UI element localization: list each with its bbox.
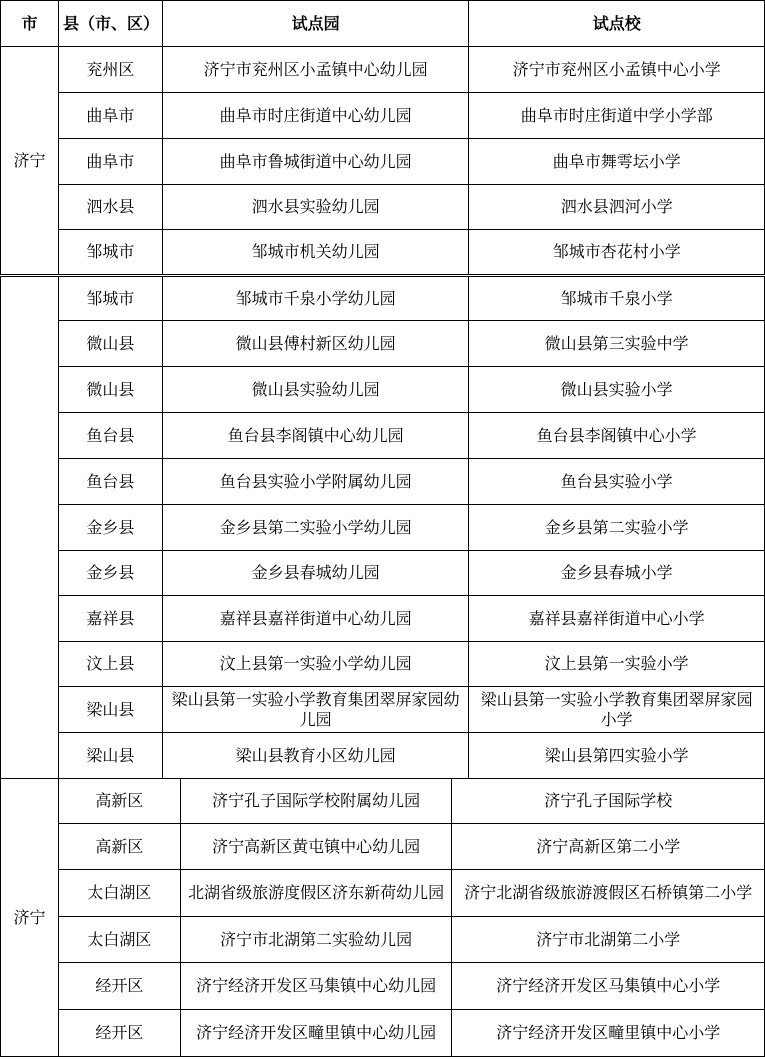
school-cell: 泗水县泗河小学: [469, 185, 765, 230]
table-row: [1, 413, 765, 459]
county-cell: 太白湖区: [58, 870, 180, 917]
kindergarten-cell: 梁山县第一实验小学教育集团翠屏家园幼儿园: [162, 687, 469, 733]
table-row: [1, 870, 765, 917]
header-row: [1, 1, 765, 47]
header-county: 县（市、区）: [58, 1, 162, 47]
county-cell: 鱼台县: [58, 459, 162, 505]
school-cell: 曲阜市舞雩坛小学: [469, 139, 765, 185]
city-cell: 济宁: [1, 779, 59, 1057]
table-row: [1, 47, 765, 93]
school-cell: 济宁北湖省级旅游渡假区石桥镇第二小学: [452, 870, 765, 917]
county-cell: 嘉祥县: [58, 596, 162, 642]
table-row: [1, 321, 765, 367]
table-row: [1, 459, 765, 505]
header-school: 试点校: [469, 1, 765, 47]
kindergarten-cell: 济宁市兖州区小孟镇中心幼儿园: [162, 47, 469, 93]
school-cell: 邹城市千泉小学: [469, 277, 765, 321]
school-cell: 梁山县第一实验小学教育集团翠屏家园小学: [469, 687, 765, 733]
kindergarten-cell: 鱼台县实验小学附属幼儿园: [162, 459, 469, 505]
city-cell: 济宁: [1, 47, 59, 275]
kindergarten-cell: 邹城市千泉小学幼儿园: [162, 277, 469, 321]
school-cell: 微山县第三实验中学: [469, 321, 765, 367]
kindergarten-cell: 汶上县第一实验小学幼儿园: [162, 642, 469, 687]
county-cell: 经开区: [58, 963, 180, 1010]
school-cell: 济宁市北湖第二小学: [452, 917, 765, 963]
county-cell: 梁山县: [58, 687, 162, 733]
table-block-3: [0, 778, 765, 1057]
table-row: [1, 277, 765, 321]
kindergarten-cell: 济宁经济开发区马集镇中心幼儿园: [180, 963, 452, 1010]
table-block-1: [0, 0, 765, 275]
county-cell: 汶上县: [58, 642, 162, 687]
table-row: [1, 824, 765, 870]
school-cell: 鱼台县实验小学: [469, 459, 765, 505]
table-row: [1, 505, 765, 551]
table-row: [1, 93, 765, 139]
table-row: [1, 230, 765, 275]
table-row: [1, 367, 765, 413]
kindergarten-cell: 北湖省级旅游度假区济东新荷幼儿园: [180, 870, 452, 917]
table-row: [1, 185, 765, 230]
county-cell: 金乡县: [58, 551, 162, 596]
county-cell: 经开区: [58, 1010, 180, 1057]
kindergarten-cell: 济宁市北湖第二实验幼儿园: [180, 917, 452, 963]
county-cell: 金乡县: [58, 505, 162, 551]
county-cell: 邹城市: [58, 230, 162, 275]
table-row: [1, 551, 765, 596]
kindergarten-cell: 金乡县第二实验小学幼儿园: [162, 505, 469, 551]
table-row: [1, 779, 765, 824]
kindergarten-cell: 济宁孔子国际学校附属幼儿园: [180, 779, 452, 824]
kindergarten-cell: 金乡县春城幼儿园: [162, 551, 469, 596]
county-cell: 泗水县: [58, 185, 162, 230]
county-cell: 曲阜市: [58, 139, 162, 185]
header-kindergarten: 试点园: [162, 1, 469, 47]
header-city: 市: [1, 1, 59, 47]
city-cell: [1, 277, 59, 779]
county-cell: 曲阜市: [58, 93, 162, 139]
school-cell: 济宁经济开发区疃里镇中心小学: [452, 1010, 765, 1057]
table-row: [1, 1010, 765, 1057]
county-cell: 微山县: [58, 321, 162, 367]
table-row: [1, 687, 765, 733]
table-row: [1, 733, 765, 779]
county-cell: 高新区: [58, 779, 180, 824]
school-cell: 嘉祥县嘉祥街道中心小学: [469, 596, 765, 642]
kindergarten-cell: 曲阜市时庄街道中心幼儿园: [162, 93, 469, 139]
table-row: [1, 917, 765, 963]
table-block-2: [0, 276, 765, 779]
county-cell: 高新区: [58, 824, 180, 870]
table-row: [1, 642, 765, 687]
school-cell: 鱼台县李阁镇中心小学: [469, 413, 765, 459]
county-cell: 梁山县: [58, 733, 162, 779]
kindergarten-cell: 微山县傅村新区幼儿园: [162, 321, 469, 367]
school-cell: 金乡县春城小学: [469, 551, 765, 596]
school-cell: 济宁经济开发区马集镇中心小学: [452, 963, 765, 1010]
table-row: [1, 963, 765, 1010]
school-cell: 邹城市杏花村小学: [469, 230, 765, 275]
kindergarten-cell: 曲阜市鲁城街道中心幼儿园: [162, 139, 469, 185]
school-cell: 济宁市兖州区小孟镇中心小学: [469, 47, 765, 93]
kindergarten-cell: 嘉祥县嘉祥街道中心幼儿园: [162, 596, 469, 642]
school-cell: 济宁孔子国际学校: [452, 779, 765, 824]
county-cell: 兖州区: [58, 47, 162, 93]
kindergarten-cell: 济宁经济开发区疃里镇中心幼儿园: [180, 1010, 452, 1057]
kindergarten-cell: 微山县实验幼儿园: [162, 367, 469, 413]
kindergarten-cell: 邹城市机关幼儿园: [162, 230, 469, 275]
school-cell: 梁山县第四实验小学: [469, 733, 765, 779]
school-cell: 微山县实验小学: [469, 367, 765, 413]
table-row: [1, 596, 765, 642]
school-cell: 曲阜市时庄街道中学小学部: [469, 93, 765, 139]
county-cell: 邹城市: [58, 277, 162, 321]
county-cell: 鱼台县: [58, 413, 162, 459]
school-cell: 汶上县第一实验小学: [469, 642, 765, 687]
kindergarten-cell: 济宁高新区黄屯镇中心幼儿园: [180, 824, 452, 870]
county-cell: 太白湖区: [58, 917, 180, 963]
school-cell: 金乡县第二实验小学: [469, 505, 765, 551]
kindergarten-cell: 泗水县实验幼儿园: [162, 185, 469, 230]
table-row: [1, 139, 765, 185]
kindergarten-cell: 梁山县教育小区幼儿园: [162, 733, 469, 779]
school-cell: 济宁高新区第二小学: [452, 824, 765, 870]
county-cell: 微山县: [58, 367, 162, 413]
kindergarten-cell: 鱼台县李阁镇中心幼儿园: [162, 413, 469, 459]
